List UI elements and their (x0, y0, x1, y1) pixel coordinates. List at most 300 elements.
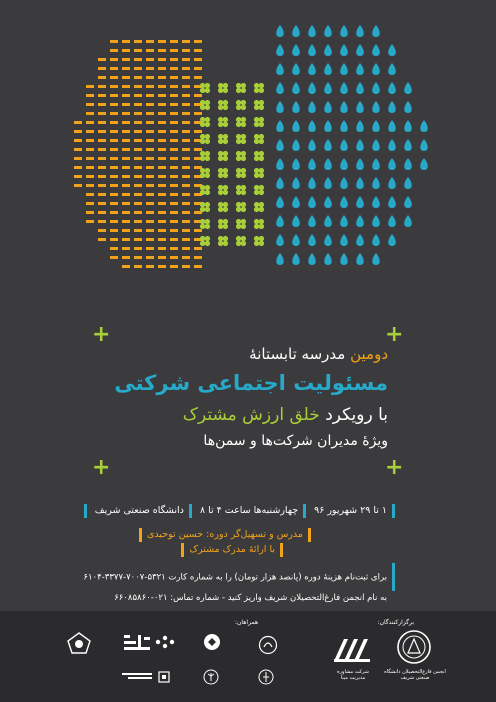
drop-icon (324, 63, 332, 75)
dash-mark (194, 112, 202, 115)
registration-line-1 (83, 563, 400, 591)
dash-mark (170, 238, 178, 241)
dash-mark (134, 49, 142, 52)
dash-mark (98, 112, 106, 115)
drop-icon (372, 139, 380, 151)
instructor-label: مدرس و تسهیل‌گر دوره: (206, 529, 303, 540)
dash-mark (122, 229, 130, 232)
drop-icon (404, 215, 412, 227)
dash-mark (134, 220, 142, 223)
clover-icon (236, 117, 246, 127)
dash-mark (182, 58, 190, 61)
clover-icon (200, 168, 210, 178)
dash-mark (122, 256, 130, 259)
accent-bar (308, 528, 311, 542)
dash-mark (110, 112, 118, 115)
instructor-row (134, 527, 316, 543)
dash-mark (98, 58, 106, 61)
drop-icon (356, 234, 364, 246)
dash-mark (134, 238, 142, 241)
dash-mark (134, 229, 142, 232)
dash-mark (86, 121, 94, 124)
registration-line-2 (83, 591, 400, 605)
drop-icon (292, 44, 300, 56)
dash-mark (158, 103, 166, 106)
registration-contact: به نام انجمن فارغ‌التحصیلان شریف واریز کنید - شماره تماس: ۰۲۱-۶۶۰۸۵۸۶۰ (114, 593, 387, 603)
drop-icon (340, 234, 348, 246)
dash-mark (182, 121, 190, 124)
drop-icon (420, 139, 428, 151)
dash-mark (98, 184, 106, 187)
schedule-days: چهارشنبه‌ها ساعت ۴ تا ۸ (199, 505, 299, 516)
dash-mark (146, 76, 154, 79)
dash-mark (158, 139, 166, 142)
dash-mark (122, 130, 130, 133)
drop-icon (308, 158, 316, 170)
accent-bar (189, 504, 192, 518)
drop-icon (324, 196, 332, 208)
drop-icon (356, 215, 364, 227)
dash-mark (146, 139, 154, 142)
plus-icon: + (385, 455, 404, 480)
dash-mark (134, 76, 142, 79)
dash-mark (122, 112, 130, 115)
dash-mark (86, 130, 94, 133)
clover-icon (218, 168, 228, 178)
clover-icon (200, 219, 210, 229)
dash-mark (146, 148, 154, 151)
dash-mark (146, 265, 154, 268)
dash-mark (122, 211, 130, 214)
dash-mark (110, 58, 118, 61)
dash-mark (170, 130, 178, 133)
drop-icon (372, 82, 380, 94)
dash-mark (134, 58, 142, 61)
schedule-venue: دانشگاه صنعتی شریف (94, 505, 184, 516)
dash-mark (146, 49, 154, 52)
dash-mark (98, 67, 106, 70)
dash-mark (110, 238, 118, 241)
dash-mark (170, 220, 178, 223)
drop-icon (292, 253, 300, 265)
schedule-row (79, 503, 400, 519)
plus-icon: + (92, 455, 111, 480)
dash-mark (110, 139, 118, 142)
dash-mark (158, 157, 166, 160)
dash-mark (170, 193, 178, 196)
dash-mark (146, 247, 154, 250)
drop-icon (404, 158, 412, 170)
accent-bar (303, 504, 306, 518)
organizer2-caption: شرکت مشاوره مدیریت مینا (337, 669, 369, 681)
dash-mark (146, 166, 154, 169)
dash-mark (182, 193, 190, 196)
dash-mark (158, 121, 166, 124)
dash-mark (146, 184, 154, 187)
clover-icon (218, 134, 228, 144)
drop-icon (356, 158, 364, 170)
dash-mark (158, 238, 166, 241)
dash-mark (74, 139, 82, 142)
dash-mark (170, 166, 178, 169)
dash-mark (74, 166, 82, 169)
dash-mark (122, 247, 130, 250)
drop-icon (340, 215, 348, 227)
registration-block (83, 563, 400, 603)
drop-icon (356, 120, 364, 132)
dash-mark (98, 85, 106, 88)
dash-mark (170, 247, 178, 250)
dash-mark (134, 130, 142, 133)
dash-mark (86, 103, 94, 106)
accent-bar (392, 563, 395, 591)
clover-icon (254, 185, 264, 195)
dash-mark (170, 211, 178, 214)
dash-mark (146, 85, 154, 88)
dash-mark (74, 175, 82, 178)
dash-mark (194, 40, 202, 43)
drop-icon (356, 63, 364, 75)
clover-icon (254, 151, 264, 161)
instructor-name: حسین توحیدی (146, 529, 204, 540)
dash-mark (74, 157, 82, 160)
dash-mark (134, 85, 142, 88)
schedule-dates: ۱ تا ۲۹ شهریور ۹۶ (314, 505, 387, 516)
drop-icon (292, 63, 300, 75)
drop-icon (372, 63, 380, 75)
dash-mark (74, 130, 82, 133)
organizer1-caption: انجمن فارغ‌التحصیلان دانشگاه صنعتی شریف (384, 669, 446, 681)
dash-mark (110, 247, 118, 250)
main-title: مسئولیت اجتماعی شرکتی (114, 371, 388, 395)
plus-icon: + (385, 322, 404, 347)
dash-mark (146, 58, 154, 61)
clover-icon (236, 185, 246, 195)
dash-mark (98, 211, 106, 214)
dash-mark (122, 85, 130, 88)
dash-mark (110, 166, 118, 169)
dash-mark (134, 211, 142, 214)
dash-mark (110, 121, 118, 124)
accent-bar (392, 504, 395, 518)
dash-mark (122, 103, 130, 106)
clover-icon (254, 202, 264, 212)
drop-icon (276, 196, 284, 208)
dash-mark (158, 40, 166, 43)
drop-icon (340, 25, 348, 37)
drop-icon (276, 82, 284, 94)
dash-mark (122, 94, 130, 97)
dash-mark (110, 94, 118, 97)
drop-icon (276, 25, 284, 37)
dash-mark (122, 76, 130, 79)
dash-mark (122, 238, 130, 241)
dash-mark (98, 220, 106, 223)
dash-mark (158, 229, 166, 232)
dash-mark (194, 130, 202, 133)
drop-icon (356, 101, 364, 113)
dash-mark (194, 148, 202, 151)
dash-mark (158, 76, 166, 79)
dash-mark (134, 265, 142, 268)
dash-mark (134, 139, 142, 142)
dash-mark (158, 94, 166, 97)
dash-mark (86, 157, 94, 160)
dash-mark (194, 49, 202, 52)
partner-logo-small-text (122, 671, 152, 681)
dash-mark (158, 166, 166, 169)
drop-icon (308, 25, 316, 37)
drop-icon (324, 44, 332, 56)
dash-mark (98, 202, 106, 205)
clover-icon (200, 202, 210, 212)
dash-mark (146, 103, 154, 106)
drop-icon (404, 120, 412, 132)
dash-mark (86, 148, 94, 151)
dash-mark (158, 220, 166, 223)
dash-mark (98, 103, 106, 106)
drop-icon (388, 215, 396, 227)
drop-icon (292, 25, 300, 37)
dash-mark (194, 247, 202, 250)
dash-mark (122, 139, 130, 142)
dash-mark (98, 157, 106, 160)
dash-mark (146, 121, 154, 124)
dash-mark (110, 193, 118, 196)
clover-icon (218, 83, 228, 93)
drop-icon (356, 253, 364, 265)
dash-mark (134, 157, 142, 160)
dash-mark (146, 220, 154, 223)
dash-mark (122, 166, 130, 169)
drop-icon (276, 158, 284, 170)
accent-bar (139, 528, 142, 542)
dash-mark (182, 40, 190, 43)
certificate-row (176, 542, 288, 558)
drop-icon (324, 215, 332, 227)
clover-icon (200, 83, 210, 93)
drop-icon (404, 196, 412, 208)
drop-icon (276, 234, 284, 246)
certificate-text: با ارائهٔ مدرک مشترک (189, 544, 275, 555)
dash-mark (170, 121, 178, 124)
dash-mark (182, 265, 190, 268)
dash-mark (146, 130, 154, 133)
drop-icon (372, 44, 380, 56)
drop-icon (372, 253, 380, 265)
clover-icon (236, 168, 246, 178)
dash-mark (170, 58, 178, 61)
dash-mark (182, 130, 190, 133)
dash-mark (182, 220, 190, 223)
dash-mark (146, 157, 154, 160)
dash-mark (110, 256, 118, 259)
dash-mark (146, 256, 154, 259)
drop-icon (276, 63, 284, 75)
dash-mark (158, 256, 166, 259)
dash-mark (98, 76, 106, 79)
dash-mark (182, 229, 190, 232)
drop-icon (308, 196, 316, 208)
drop-icon (372, 25, 380, 37)
dash-mark (110, 85, 118, 88)
dash-mark (134, 175, 142, 178)
dash-mark (86, 211, 94, 214)
dash-mark (158, 67, 166, 70)
dash-mark (110, 202, 118, 205)
drop-icon (356, 82, 364, 94)
clover-icon (236, 219, 246, 229)
drop-icon (308, 63, 316, 75)
clover-icon (200, 185, 210, 195)
dash-mark (134, 103, 142, 106)
dash-mark (110, 67, 118, 70)
drop-icon (324, 139, 332, 151)
drop-icon (276, 253, 284, 265)
dash-mark (158, 58, 166, 61)
drop-icon (276, 44, 284, 56)
dash-mark (98, 94, 106, 97)
dash-mark (98, 148, 106, 151)
dash-mark (170, 256, 178, 259)
drop-icon (308, 234, 316, 246)
dash-mark (146, 112, 154, 115)
drop-icon (324, 253, 332, 265)
drop-icon (404, 139, 412, 151)
dash-mark (194, 265, 202, 268)
clover-icon (254, 168, 264, 178)
dash-mark (134, 247, 142, 250)
dash-mark (182, 238, 190, 241)
accent-bar (181, 543, 184, 557)
dash-mark (86, 139, 94, 142)
dash-mark (194, 67, 202, 70)
dash-mark (122, 202, 130, 205)
clover-icon (254, 219, 264, 229)
dash-mark (194, 94, 202, 97)
drop-icon (356, 196, 364, 208)
dash-mark (134, 121, 142, 124)
clover-icon (200, 134, 210, 144)
dash-mark (86, 112, 94, 115)
drop-icon (292, 234, 300, 246)
drop-icon (292, 196, 300, 208)
drop-icon (292, 82, 300, 94)
dash-mark (86, 193, 94, 196)
drop-icon (404, 82, 412, 94)
drop-icon (340, 44, 348, 56)
dash-mark (158, 85, 166, 88)
registration-text: برای ثبت‌نام هزینهٔ دوره (پانصد هزار تومان) را به شماره کارت ۵۳۲۱-۷۰۰۷-۳۳۷۷-۶۱۰۴ (83, 572, 387, 583)
dash-mark (182, 175, 190, 178)
dash-mark (146, 40, 154, 43)
dash-mark (158, 193, 166, 196)
clover-icon (236, 134, 246, 144)
dash-mark (98, 193, 106, 196)
dash-mark (134, 40, 142, 43)
dash-mark (98, 139, 106, 142)
sponsors-footer (0, 611, 496, 702)
dash-mark (134, 184, 142, 187)
drop-icon (372, 215, 380, 227)
dash-mark (170, 175, 178, 178)
dash-mark (170, 184, 178, 187)
dash-mark (194, 76, 202, 79)
dash-mark (158, 130, 166, 133)
clover-icon (200, 117, 210, 127)
clover-icon (200, 236, 210, 246)
partner-logo-tree (203, 669, 219, 685)
dash-mark (110, 49, 118, 52)
clover-icon (254, 134, 264, 144)
drop-icon (340, 177, 348, 189)
drop-icon (276, 215, 284, 227)
dash-mark (98, 238, 106, 241)
dash-mark (110, 148, 118, 151)
dash-mark (182, 49, 190, 52)
dash-mark (98, 166, 106, 169)
dash-mark (146, 67, 154, 70)
partner-logo-square (158, 671, 170, 683)
dash-mark (170, 202, 178, 205)
drop-icon (308, 82, 316, 94)
dash-mark (110, 229, 118, 232)
dash-mark (170, 265, 178, 268)
drop-icon (292, 139, 300, 151)
clover-icon (218, 219, 228, 229)
drop-icon (340, 139, 348, 151)
drop-icon (340, 158, 348, 170)
dash-mark (86, 202, 94, 205)
clover-icon (236, 100, 246, 110)
dash-mark (134, 193, 142, 196)
dash-mark (182, 103, 190, 106)
dash-mark (86, 94, 94, 97)
drop-icon (324, 234, 332, 246)
dash-mark (194, 58, 202, 61)
dash-mark (194, 256, 202, 259)
dash-mark (194, 211, 202, 214)
dash-mark (122, 49, 130, 52)
drop-icon (308, 120, 316, 132)
dash-mark (158, 112, 166, 115)
drop-icon (388, 196, 396, 208)
dash-mark (146, 94, 154, 97)
dash-mark (74, 184, 82, 187)
dash-mark (122, 265, 130, 268)
drop-icon (388, 158, 396, 170)
drop-icon (356, 25, 364, 37)
dash-mark (134, 67, 142, 70)
dash-mark (182, 94, 190, 97)
dash-mark (182, 76, 190, 79)
drop-icon (388, 101, 396, 113)
drop-icon (372, 234, 380, 246)
partner-logo-leaf (258, 669, 274, 685)
dash-mark (170, 85, 178, 88)
drop-icon (340, 63, 348, 75)
dash-mark (110, 76, 118, 79)
clover-icon (254, 117, 264, 127)
drop-icon (420, 158, 428, 170)
drop-icon (340, 253, 348, 265)
dash-mark (182, 202, 190, 205)
partner-logo-dots (155, 635, 175, 649)
dash-mark (110, 220, 118, 223)
dash-mark (170, 49, 178, 52)
plus-icon: + (92, 322, 111, 347)
clover-icon (236, 202, 246, 212)
